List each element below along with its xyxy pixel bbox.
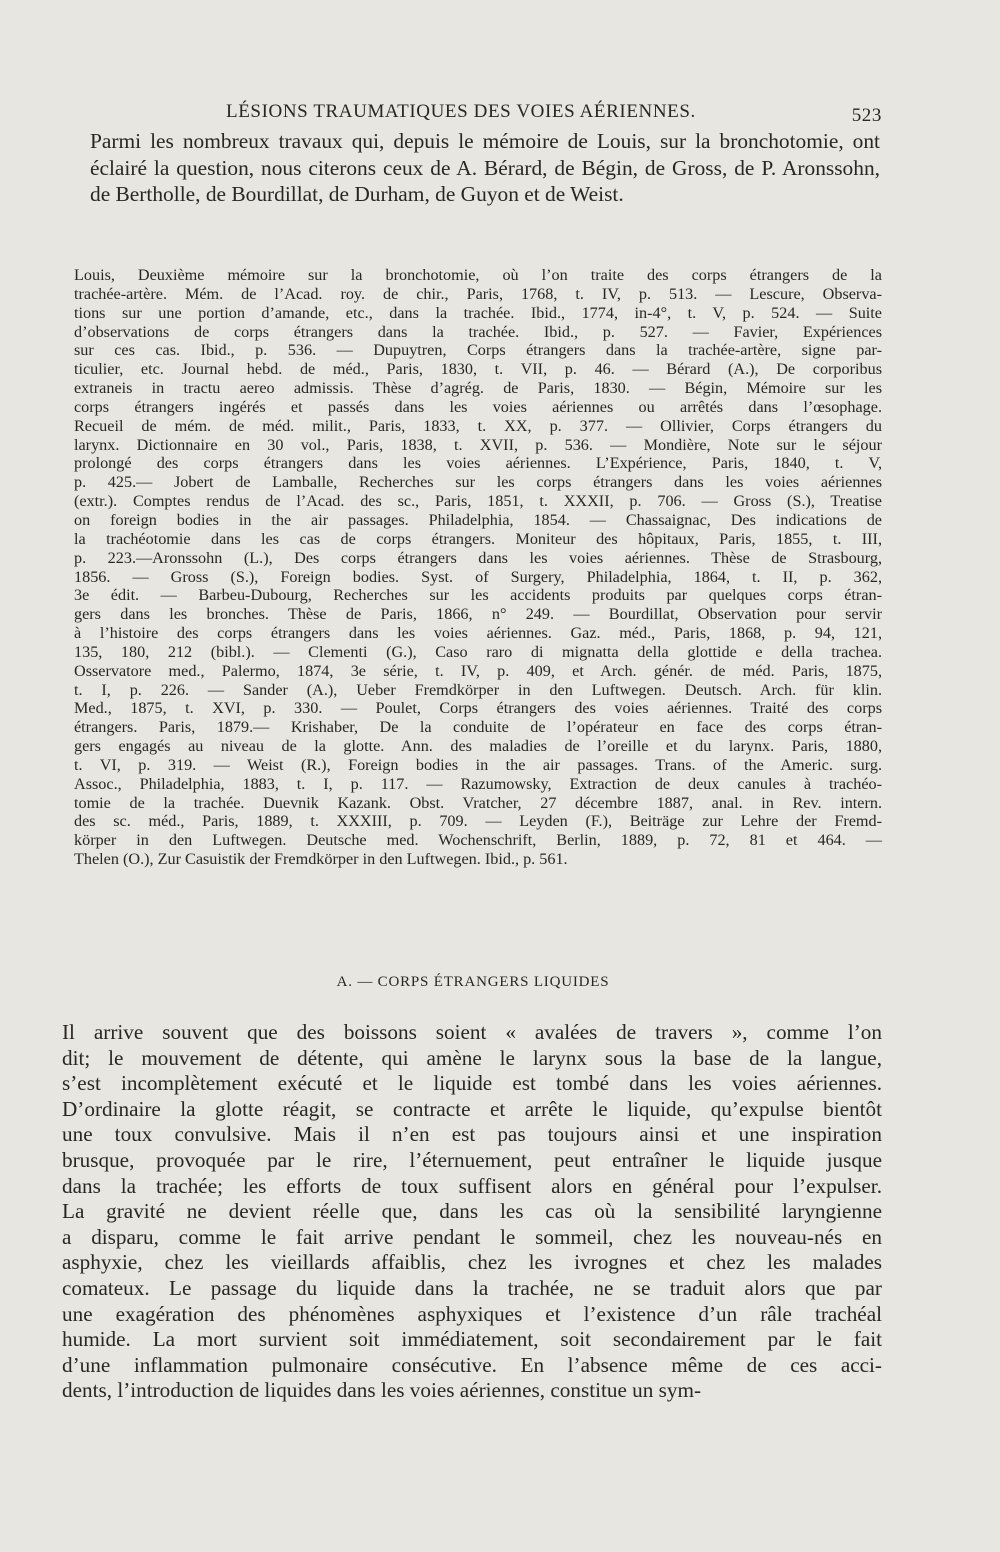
bibliography-line: 3e édit. — Barbeu-Dubourg, Recherches sur les accidents produits par quelques corps étran- bbox=[74, 586, 882, 605]
bibliography-line: tomie de la trachée. Duevnik Kazank. Obst. Vratcher, 27 décembre 1887, anal. in Rev. intern. bbox=[74, 793, 882, 812]
page-number: 523 bbox=[851, 105, 882, 126]
bibliography-line: Med., 1875, t. XVI, p. 330. — Poulet, Corps étrangers des voies aériennes. Traité des corps bbox=[74, 699, 882, 718]
bibliography-line: d’observations de corps étrangers dans la trachée. Ibid., p. 527. — Favier, Expériences bbox=[74, 322, 882, 341]
bibliography-line: Recueil de mém. de méd. milit., Paris, 1833, t. XX, p. 377. — Ollivier, Corps étrangers du bbox=[74, 416, 882, 435]
bibliography-line: sur ces cas. Ibid., p. 536. — Dupuytren, Corps étrangers dans la trachée-artère, signe par- bbox=[74, 341, 882, 360]
body-text-line: dents, l’introduction de liquides dans les voies aériennes, constitue un sym- bbox=[62, 1378, 702, 1403]
body-text-line: dit; le mouvement de détente, qui amène le larynx sous la base de la langue, bbox=[62, 1045, 882, 1070]
body-text-line: brusque, provoquée par le rire, l’éternuement, peut entraîner le liquide jusque bbox=[62, 1147, 882, 1172]
body-text-block bbox=[62, 1020, 882, 1404]
body-text-line: comateux. Le passage du liquide dans la trachée, ne se traduit alors que par bbox=[62, 1275, 882, 1300]
body-text-line: d’une inflammation pulmonaire consécutive. En l’absence même de ces acci- bbox=[62, 1352, 882, 1377]
body-text-line: dans la trachée; les efforts de toux suffisent alors en général pour l’expulser. bbox=[62, 1173, 882, 1198]
intro-paragraph: Parmi les nombreux travaux qui, depuis le mémoire de Louis, sur la bronchotomie, ont éclairé la question, nous citerons ceux de A. Bérard, de Bégin, de Gross, de P. Aronssohn, de Bertholle, de Bourdillat, de Durham, de Guyon et de Weist. bbox=[90, 129, 880, 206]
body-text-line: a disparu, comme le fait arrive pendant le sommeil, chez les nouveau-nés en bbox=[62, 1224, 882, 1249]
body-text-line: La gravité ne devient réelle que, dans les cas où la sensibilité laryngienne bbox=[62, 1199, 882, 1224]
bibliography-line: p. 425.— Jobert de Lamballe, Recherches sur les corps étrangers dans les voies aériennes bbox=[74, 473, 882, 492]
bibliography-line: étrangers. Paris, 1879.— Krishaber, De la conduite de l’opérateur en face des corps étran- bbox=[74, 718, 882, 737]
body-text-line: s’est incomplètement exécuté et le liquide est tombé dans les voies aériennes. bbox=[62, 1071, 882, 1096]
body-text-line: Il arrive souvent que des boissons soient « avalées de travers », comme l’on bbox=[62, 1020, 882, 1044]
bibliography-line: extraneis in tractu aereo admissis. Thèse d’agrég. de Paris, 1830. — Bégin, Mémoire sur les bbox=[74, 379, 882, 398]
body-text-line: humide. La mort survient soit immédiatement, soit secondairement par le fait bbox=[62, 1327, 882, 1352]
body-text-line: D’ordinaire la glotte réagit, se contracte et arrête le liquide, qu’expulse bientôt bbox=[62, 1096, 882, 1121]
body-text-line: une exagération des phénomènes asphyxiques et l’existence d’un râle trachéal bbox=[62, 1301, 882, 1326]
bibliography-line: Thelen (O.), Zur Casuistik der Fremdkörper in den Luftwegen. Ibid., p. 561. bbox=[74, 850, 568, 869]
bibliography-line: larynx. Dictionnaire en 30 vol., Paris, 1838, t. XVII, p. 536. — Mondière, Note sur le séjour bbox=[74, 435, 882, 454]
bibliography-line: (extr.). Comptes rendus de l’Acad. des sc., Paris, 1851, t. XXXII, p. 706. — Gross (S.), Treatise bbox=[74, 492, 882, 511]
bibliography-line: Osservatore med., Palermo, 1874, 3e série, t. IV, p. 409, et Arch. génér. de méd. Paris, 1875, bbox=[74, 661, 882, 680]
bibliography-line: Louis, Deuxième mémoire sur la bronchotomie, où l’on traite des corps étrangers de la bbox=[74, 266, 882, 284]
bibliography-line: corps étrangers ingérés et passés dans les voies aériennes ou arrêtés dans l’œsophage. bbox=[74, 397, 882, 416]
bibliography-line: körper in den Luftwegen. Deutsche med. Wochenschrift, Berlin, 1889, p. 72, 81 et 464. — bbox=[74, 831, 882, 850]
running-title: LÉSIONS TRAUMATIQUES DES VOIES AÉRIENNES. bbox=[226, 101, 696, 122]
bibliography-line: t. VI, p. 319. — Weist (R.), Foreign bodies in the air passages. Trans. of the Americ. surg. bbox=[74, 755, 882, 774]
body-text-line: une toux convulsive. Mais il n’en est pas toujours ainsi et une inspiration bbox=[62, 1122, 882, 1147]
intro-paragraph-block bbox=[90, 128, 880, 208]
bibliography-line: trachée-artère. Mém. de l’Acad. roy. de chir., Paris, 1768, t. IV, p. 513. — Lescure, Observa- bbox=[74, 284, 882, 303]
bibliography-line: p. 223.—Aronssohn (L.), Des corps étrangers dans les voies aériennes. Thèse de Strasbourg, bbox=[74, 548, 882, 567]
bibliography-line: on foreign bodies in the air passages. Philadelphia, 1854. — Chassaignac, Des indications de bbox=[74, 510, 882, 529]
bibliography-line: t. I, p. 226. — Sander (A.), Ueber Fremdkörper in den Luftwegen. Deutsch. Arch. für klin. bbox=[74, 680, 882, 699]
bibliography-line: des sc. méd., Paris, 1889, t. XXXIII, p. 709. — Leyden (F.), Beiträge zur Lehre der Fremd- bbox=[74, 812, 882, 831]
bibliography-line: tions sur une portion d’amande, etc., dans la trachée. Ibid., 1774, in-4°, t. V, p. 524. — Suite bbox=[74, 303, 882, 322]
bibliography-block bbox=[74, 266, 882, 869]
bibliography-line: ticulier, etc. Journal hebd. de méd., Paris, 1830, t. VII, p. 46. — Bérard (A.), De corporibus bbox=[74, 360, 882, 379]
bibliography-line: 1856. — Gross (S.), Foreign bodies. Syst. of Surgery, Philadelphia, 1864, t. II, p. 362, bbox=[74, 567, 882, 586]
section-heading bbox=[0, 974, 1000, 991]
bibliography-line: la trachéotomie dans les cas de corps étrangers. Moniteur des hôpitaux, Paris, 1855, t. III, bbox=[74, 529, 882, 548]
bibliography-line: prolongé des corps étrangers dans les voies aériennes. L’Expérience, Paris, 1840, t. V, bbox=[74, 454, 882, 473]
bibliography-line: gers engagés au niveau de la glotte. Ann. des maladies de l’oreille et du larynx. Paris, 1880, bbox=[74, 737, 882, 756]
section-title: A. — CORPS ÉTRANGERS LIQUIDES bbox=[336, 974, 610, 990]
bibliography-line: Assoc., Philadelphia, 1883, t. I, p. 117. — Razumowsky, Extraction de deux canules à trachéo- bbox=[74, 774, 882, 793]
body-text-line: asphyxie, chez les vieillards affaiblis, chez les ivrognes et chez les malades bbox=[62, 1250, 882, 1275]
bibliography-line: 135, 180, 212 (bibl.). — Clementi (G.), Caso raro di mignatta della glottide e della trachea. bbox=[74, 642, 882, 661]
bibliography-line: à l’histoire des corps étrangers dans les voies aériennes. Gaz. méd., Paris, 1868, p. 94, 121, bbox=[74, 624, 882, 643]
bibliography-line: gers dans les bronches. Thèse de Paris, 1866, n° 249. — Bourdillat, Observation pour servir bbox=[74, 605, 882, 624]
